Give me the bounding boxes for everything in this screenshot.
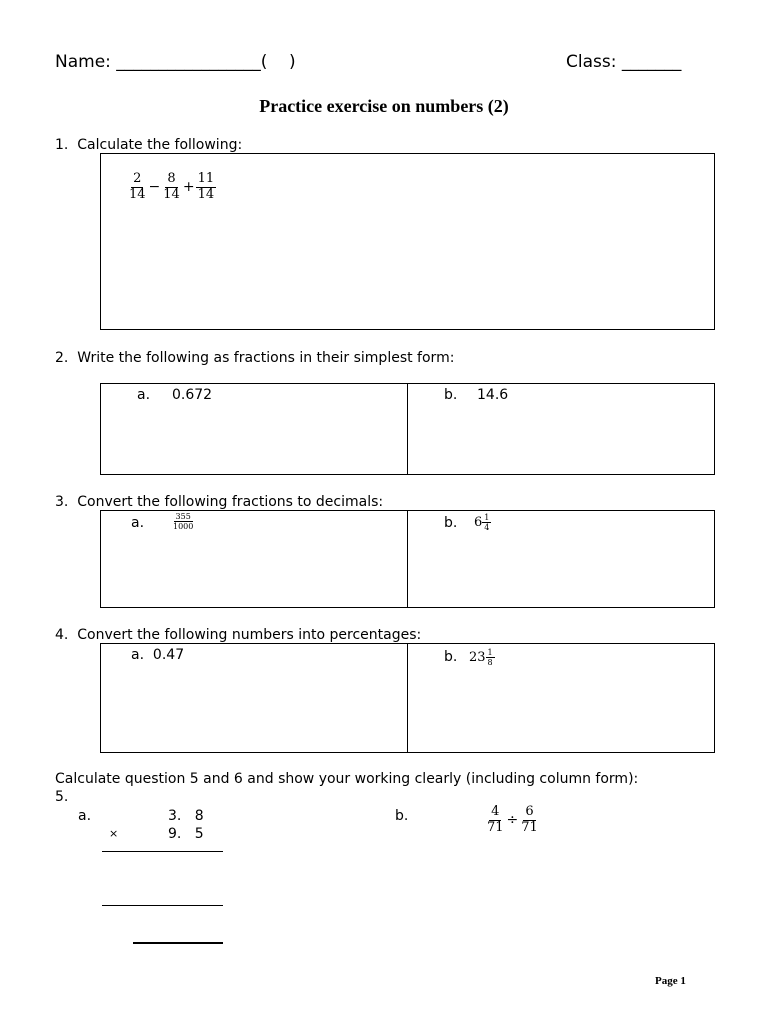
question-4-answer-box [100,643,715,753]
question-1-label: 1. Calculate the following: [55,137,243,153]
class-field-label: Class: _______ [566,52,682,72]
fraction: $\frac{2}{14}$ [129,171,146,202]
item-letter: b. [444,649,458,665]
item-mixed-number: 23 $\frac{1}{8}$ [469,648,493,668]
working-line [102,905,223,906]
divide-operator: ÷ [506,812,519,829]
question-4a-cell [101,644,407,752]
working-line [102,851,223,852]
multiplier: 9. 5 [168,826,204,842]
question-3-label: 3. Convert the following fractions to decimals: [55,494,384,510]
item-letter: a. [137,387,151,403]
plus-operator: + [182,179,195,196]
question-5-number: 5. [55,789,69,805]
instruction-text: Calculate question 5 and 6 and show your working clearly (including column form): [55,771,639,787]
multiplicand: 3. 8 [168,808,204,824]
question-3b-cell [407,511,714,607]
times-sign: × [109,827,119,840]
item-mixed-number: 6 $\frac{1}{4}$ [474,513,490,533]
question-3-answer-box [100,510,715,608]
question-1-expression [127,172,216,203]
item-value: 0.672 [172,387,213,403]
item-text: a. 0.47 [131,647,185,663]
item-letter: b. [444,387,458,403]
question-2-answer-box [100,383,715,475]
item-letter: a. [131,515,145,531]
question-2a-cell [101,384,407,474]
fraction: $\frac{4}{71}$ [487,804,504,835]
item-letter: b. [444,515,458,531]
minus-operator: − [148,179,161,196]
question-1-answer-box [100,153,715,330]
question-4-label: 4. Convert the following numbers into percentages: [55,627,422,643]
fraction: $\frac{6}{71}$ [521,804,538,835]
name-field-label: Name: _________________( ) [55,52,296,72]
item-fraction: $\frac{355}{1000}$ [173,512,194,532]
question-4b-cell [407,644,714,752]
question-3a-cell [101,511,407,607]
answer-line [133,942,223,944]
item-value: 14.6 [477,387,509,403]
page-number: Page 1 [655,975,686,987]
question-2-label: 2. Write the following as fractions in their simplest form: [55,350,455,366]
question-5b-letter: b. [395,808,409,824]
worksheet-title: Practice exercise on numbers (2) [259,96,509,116]
question-5b-expression [485,805,540,836]
question-2b-cell [407,384,714,474]
fraction: $\frac{8}{14}$ [163,171,180,202]
question-5a-letter: a. [78,808,92,824]
fraction: $\frac{11}{14}$ [197,171,215,202]
